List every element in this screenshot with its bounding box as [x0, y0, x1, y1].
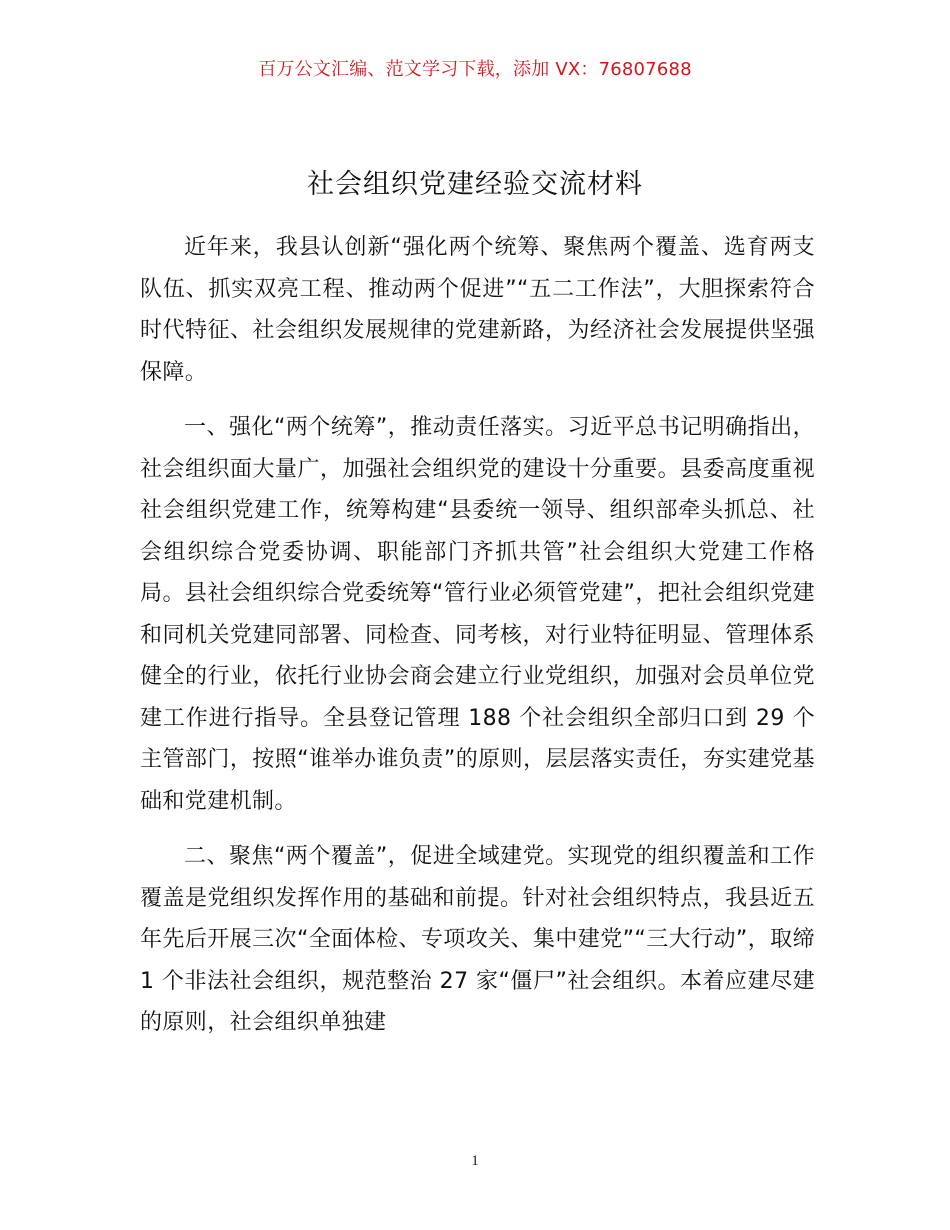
paragraph-section-2: 二、聚焦“两个覆盖”，促进全域建党。实现党的组织覆盖和工作覆盖是党组织发挥作用的基础和前提。针对社会组织特点，我县近五年先后开展三次“全面体检、专项攻关、集中建党”“三大行动”，取缔 1 个非法社会组织，规范整治 27 家“僵尸”社会组织。本着应建尽建的原则，社会组织单独建 — [140, 844, 815, 1035]
paragraph-intro: 近年来，我县认创新“强化两个统筹、聚焦两个覆盖、选育两支队伍、抓实双亮工程、推动两个促进”“五二工作法”，大胆探索符合时代特征、社会组织发展规律的党建新路，为经济社会发展提供坚强保障。 — [140, 235, 815, 385]
page-number: 1 — [471, 1153, 479, 1169]
document-title: 社会组织党建经验交流材料 — [307, 169, 643, 200]
paragraph-section-1: 一、强化“两个统筹”，推动责任落实。习近平总书记明确指出，社会组织面大量广，加强社会组织党的建设十分重要。县委高度重视社会组织党建工作，统筹构建“县委统一领导、组织部牵头抓总、社会组织综合党委协调、职能部门齐抓共管”社会组织大党建工作格局。县社会组织综合党委统筹“管行业必须管党建”，把社会组织党建和同机关党建同部署、同检查、同考核，对行业特征明显、管理体系健全的行业，依托行业协会商会建立行业党组织，加强对会员单位党建工作进行指导。全县登记管理 188 个社会组织全部归口到 29 个主管部门，按照“谁举办谁负责”的原则，层层落实责任，夯实建党基础和党建机制。 — [140, 415, 815, 814]
header-banner: 百万公文汇编、范文学习下载，添加 VX：76807688 — [258, 59, 692, 80]
document-body — [140, 227, 815, 1058]
